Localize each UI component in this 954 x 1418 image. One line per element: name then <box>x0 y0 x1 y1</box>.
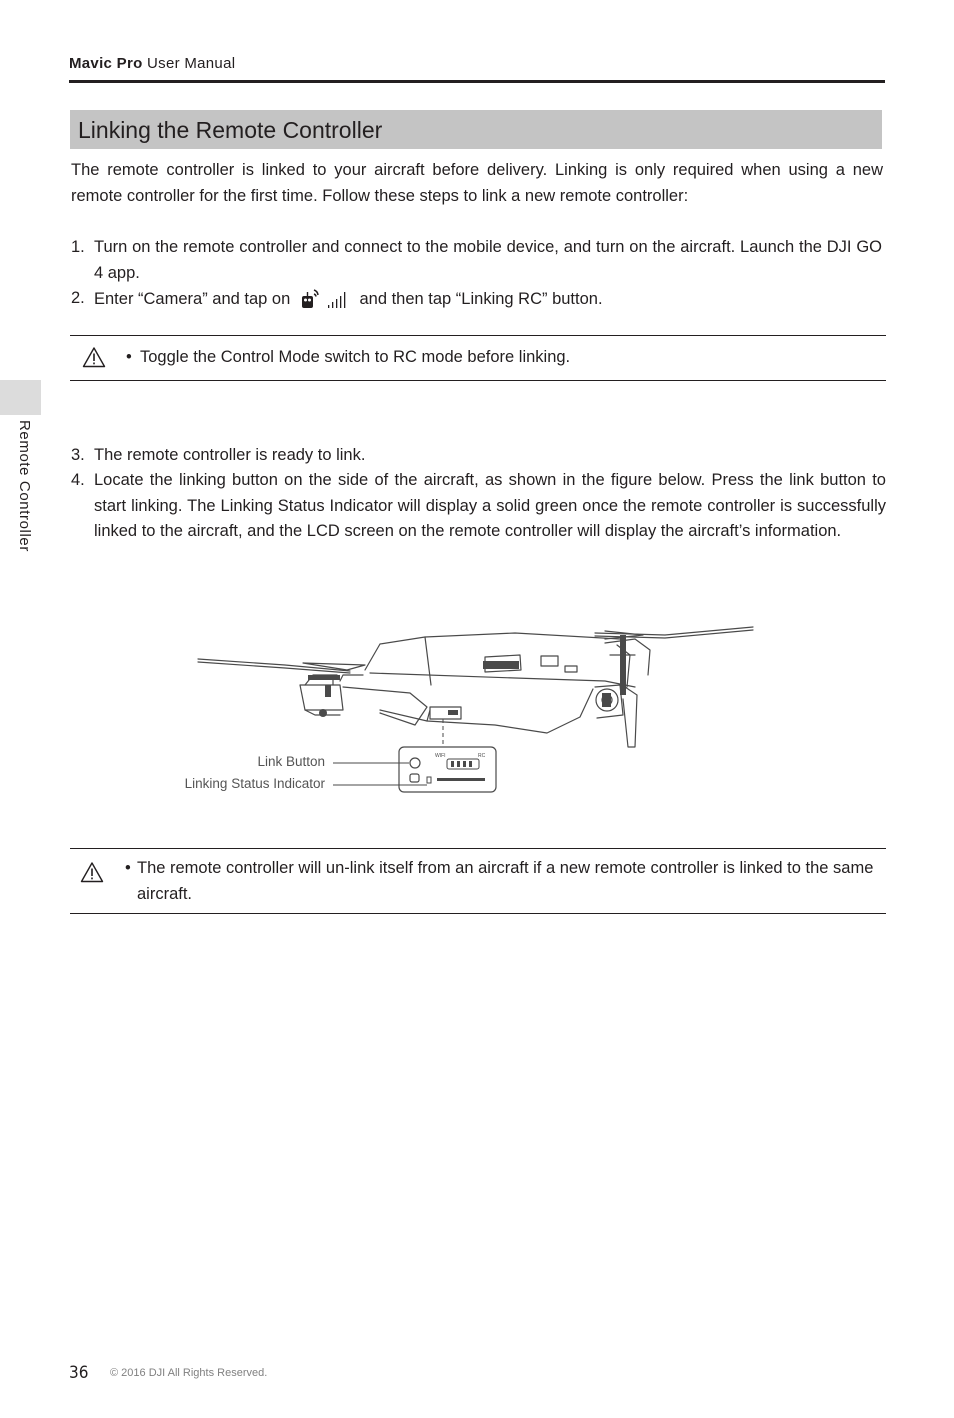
step-number: 2. <box>71 289 85 307</box>
step-text: Locate the linking button on the side of the aircraft, as shown in the figure below. Press the link button to start linking. The Linking Status Indicator will display a solid green once the remote controller is successfully linked to the aircraft, and the LCD screen on the remote controller will display the aircraft’s information. <box>94 471 886 540</box>
caution-text: The remote controller will un-link itself from an aircraft if a new remote controller is linked to the same aircraft. <box>137 859 874 903</box>
page-header <box>69 55 885 73</box>
bullet-mark: • <box>125 859 131 877</box>
warning-triangle-icon <box>80 861 104 888</box>
link-button-callout: Link Button <box>257 754 325 769</box>
step-text: The remote controller is ready to link. <box>94 446 366 464</box>
remote-controller-signal-icon <box>301 286 351 319</box>
step-item <box>71 235 882 286</box>
copyright: © 2016 DJI All Rights Reserved. <box>110 1367 268 1379</box>
aircraft-linking-figure <box>165 615 765 815</box>
caution-text: Toggle the Control Mode switch to RC mode before linking. <box>140 348 571 366</box>
warning-triangle-icon <box>82 346 106 373</box>
intro-paragraph: The remote controller is linked to your aircraft before delivery. Linking is only required when using a new remote controller for the first time. Follow these steps to link a new remote controller: <box>71 161 883 205</box>
side-tab-label: Remote Controller <box>16 420 33 552</box>
header-divider <box>69 80 885 83</box>
panel-wifi-label: WIFI <box>435 753 446 759</box>
step-item <box>71 468 886 545</box>
step-number: 1. <box>71 238 85 256</box>
step-text-after-icon: and then tap “Linking RC” button. <box>359 290 603 308</box>
section-title: Linking the Remote Controller <box>78 117 383 143</box>
header-title: User Manual <box>147 55 236 72</box>
step-item <box>71 443 886 469</box>
header-brand: Mavic Pro <box>69 55 143 72</box>
step-item <box>71 286 886 319</box>
step-number: 3. <box>71 446 85 464</box>
step-text-before-icon: Enter “Camera” and tap on <box>94 290 291 308</box>
page-number: 36 <box>69 1363 89 1383</box>
caution-note <box>70 848 886 914</box>
step-text <box>94 286 886 319</box>
side-tab <box>0 380 41 415</box>
status-indicator-callout: Linking Status Indicator <box>184 776 325 791</box>
caution-note <box>70 335 886 381</box>
bullet-mark: • <box>126 348 132 366</box>
step-number: 4. <box>71 471 85 489</box>
step-text: Turn on the remote controller and connect to the mobile device, and turn on the aircraft. Launch the DJI GO 4 app. <box>94 238 882 282</box>
section-heading-bar <box>70 110 882 149</box>
panel-rc-label: RC <box>478 753 486 759</box>
